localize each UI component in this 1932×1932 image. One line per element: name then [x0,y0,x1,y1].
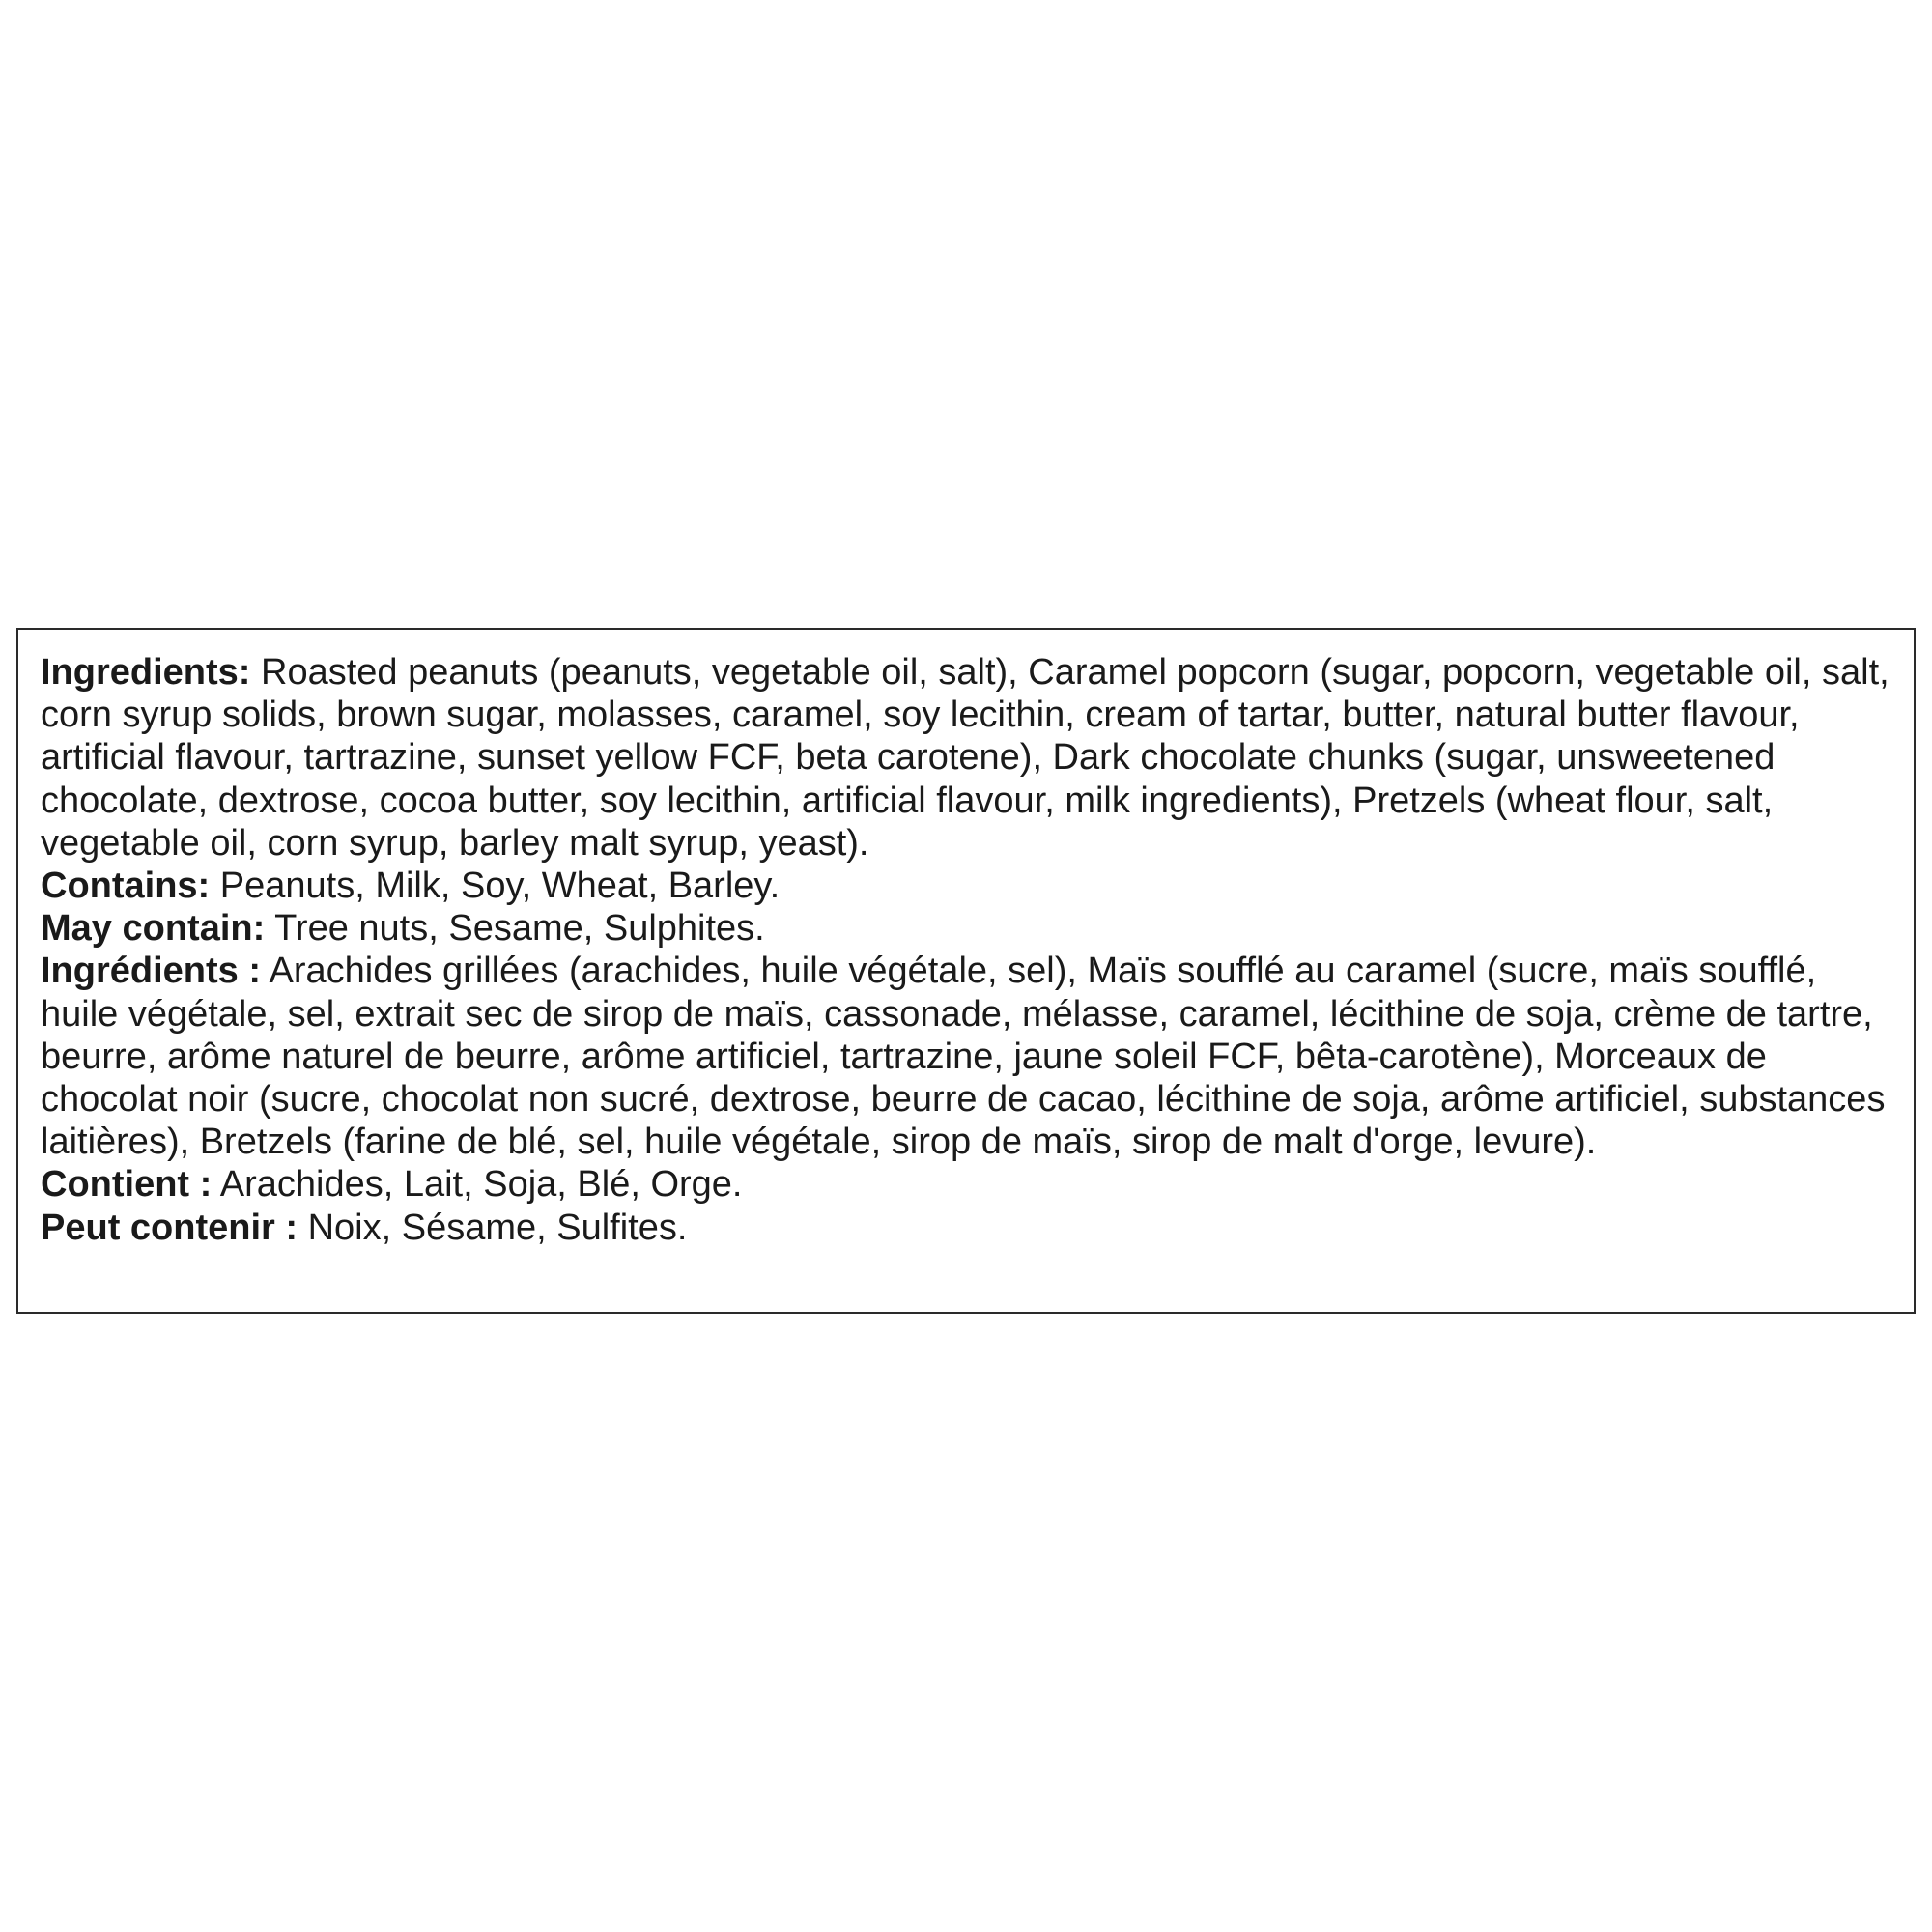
contains-fr-text: Arachides, Lait, Soja, Blé, Orge. [212,1164,743,1206]
may-contain-fr-heading: Peut contenir : [41,1207,298,1248]
ingredients-en-heading: Ingredients: [41,652,251,693]
ingredients-fr-text: Arachides grillées (arachides, huile végétale, sel), Maïs soufflé au caramel (sucre, maïs soufflé, huile végétale, sel, extrait sec de sirop de maïs, cassonade, mélasse, caramel, lécithine de soja, crème de tartre, beurre, arôme naturel de beurre, arôme artificiel, tartrazine, jaune soleil FCF, bêta-carotène), Morceaux de chocolat noir (sucre, chocolat non sucré, dextrose, beurre de cacao, lécithine de soja, arôme artificiel, substances laitières), Bretzels (farine de blé, sel, huile végétale, sirop de maïs, sirop de malt d'orge, levure). [41,951,1886,1163]
contains-en [41,865,1892,907]
ingredients-en [41,651,1892,865]
may-contain-fr [41,1207,1892,1249]
may-contain-en-text: Tree nuts, Sesame, Sulphites. [265,908,765,950]
ingredients-fr-heading: Ingrédients : [41,951,262,992]
ingredients-label-box [16,628,1916,1314]
may-contain-en [41,907,1892,950]
contains-fr-heading: Contient : [41,1164,213,1206]
contains-en-text: Peanuts, Milk, Soy, Wheat, Barley. [210,866,781,907]
ingredients-en-text: Roasted peanuts (peanuts, vegetable oil, salt), Caramel popcorn (sugar, popcorn, vegetable oil, salt, corn syrup solids, brown sugar, molasses, caramel, soy lecithin, cream of tartar, butter, natural butter flavour, artificial flavour, tartrazine, sunset yellow FCF, beta carotene), Dark chocolate chunks (sugar, unsweetened chocolate, dextrose, cocoa butter, soy lecithin, artificial flavour, milk ingredients), Pretzels (wheat flour, salt, vegetable oil, corn syrup, barley malt syrup, yeast). [41,652,1889,864]
contains-fr [41,1163,1892,1206]
contains-en-heading: Contains: [41,866,211,907]
ingredients-fr [41,950,1892,1163]
may-contain-fr-text: Noix, Sésame, Sulfites. [298,1207,688,1248]
may-contain-en-heading: May contain: [41,908,266,950]
